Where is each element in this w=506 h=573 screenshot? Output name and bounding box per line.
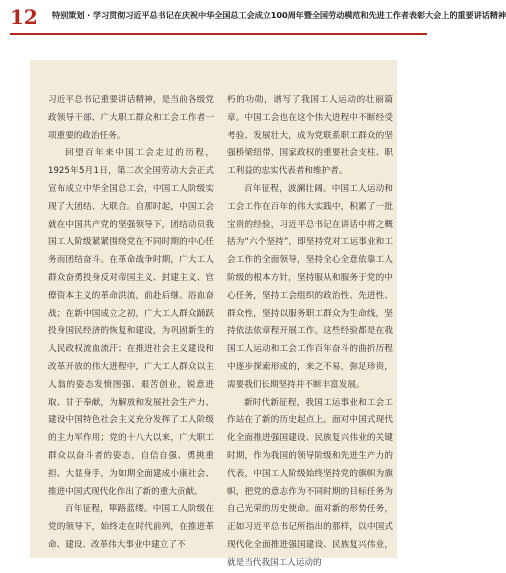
right-paragraph: 朽的功勋，谱写了我国工人运动的壮丽篇章。中国工会也在这个伟大进程中不断经受考验、发展壮大，成为党联系职工群众的坚强桥梁纽带、国家政权的重要社会支柱、职工利益的忠实代表者和维护者。 [227,95,393,177]
right-paragraph: 百年征程，波澜壮阔。中国工人运动和工会工作在百年的伟大实践中，积累了一批宝贵的经验，习近平总书记在讲话中将之概括为“六个坚持”，即坚持党对工运事业和工会工作的全面领导，坚持全心全意依靠工人阶级的根本方针，坚持服从和服务于党的中心任务，坚持工会组织的政治性、先进性、群众性，坚持以服务职工群众为生命线，坚持依法依章程开展工作。这些经验都是在我国工人运动和工会工作百年奋斗的曲折历程中逐步探索形成的，来之不易，弥足珍贵，需要我们长期坚持并不断丰富发展。 [227,183,393,390]
header-rule [10,33,427,35]
left-column [48,92,214,555]
left-paragraph: 习近平总书记重要讲话精神，是当前各级党政领导干部、广大职工群众和工会工作者一项重要的政治任务。 [48,95,214,141]
right-column [227,92,393,573]
page-number: 12 [10,5,38,29]
left-paragraph: 回望百年来中国工会走过的历程，1925年5月1日，第二次全国劳动大会正式宣布成立中华全国总工会，中国工人阶级实现了大团结、大联合。自那时起，中国工会就在中国共产党的坚强领导下，团结动员我国工人阶级紧紧围绕党在不同时期的中心任务而团结奋斗。在革命战争时期，广大工人群众奋勇投身反对帝国主义、封建主义、官僚资本主义的革命洪流，前赴后继、浴血奋战；在新中国成立之初，广大工人群众踊跃投身国民经济的恢复和建设，为巩固新生的人民政权流血流汗；在推进社会主义建设和改革开放的伟大进程中，广大工人群众以主人翁的姿态发愤图强、艰苦创业，锐意进取、甘于奉献，为解放和发展社会生产力、建设中国特色社会主义充分发挥了工人阶级的主力军作用；党的十八大以来，广大职工群众以奋斗者的姿态，自信自强、勇挑重担、大显身手，为如期全面建成小康社会、推进中国式现代化作出了新的重大贡献。 [48,148,214,497]
left-paragraph: 百年征程，筚路蓝缕。中国工人阶级在党的领导下，始终走在时代前列，在推进革命、建设、改革伟大事业中建立了不 [48,504,214,550]
page-header [0,0,506,38]
running-title: 特别策划 · 学习贯彻习近平总书记在庆祝中华全国总工会成立100周年暨全国劳动模范和先进工作者表彰大会上的重要讲话精神 [52,10,506,20]
right-paragraph: 新时代新征程，我国工运事业和工会工作站在了新的历史起点上。面对中国式现代化全面推进强国建设、民族复兴伟业的关键时期，作为我国的领导阶级和先进生产力的代表，中国工人阶级始终坚持党的旗帜为旗帜，把党的意志作为不同时期的目标任务为自己光荣的历史使命。面对新的形势任务，正如习近平总书记所指出的那样，以中国式现代化全面推进强国建设、民族复兴伟业，就是当代我国工人运动的 [227,397,393,568]
